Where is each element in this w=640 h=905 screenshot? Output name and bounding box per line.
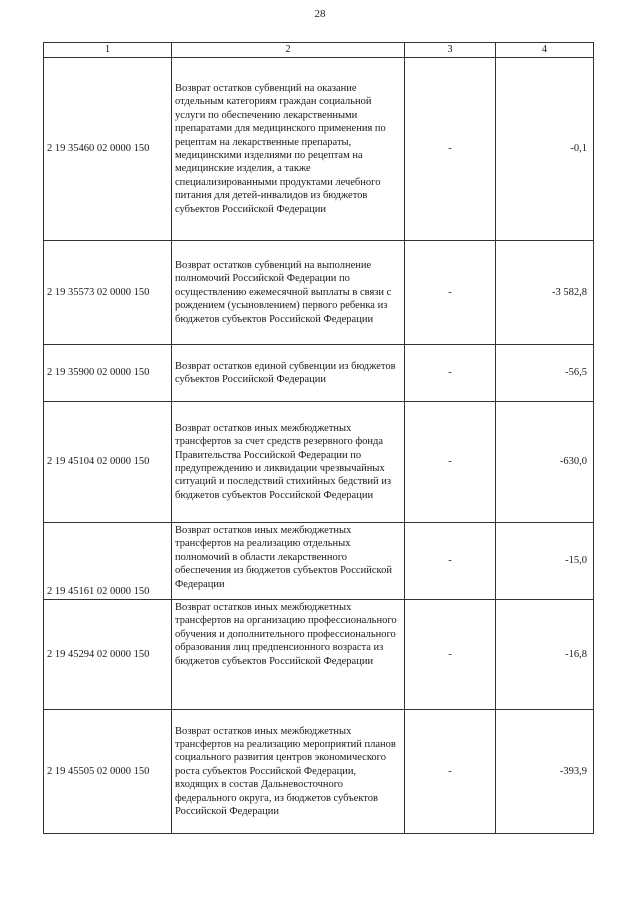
amount-value: -16,8: [496, 600, 594, 710]
budget-code: 2 19 45104 02 0000 150: [44, 402, 172, 523]
table-row: [44, 402, 594, 523]
column-3-value: -: [405, 523, 496, 600]
amount-value: -0,1: [496, 58, 594, 241]
column-header: 4: [496, 43, 594, 58]
budget-item-name: Возврат остатков единой субвенции из бюджетов субъектов Российской Федерации: [172, 345, 405, 402]
table-row: [44, 710, 594, 834]
budget-item-name: Возврат остатков иных межбюджетных трансфертов на реализацию отдельных полномочий в области лекарственного обеспечения из бюджетов субъектов Российской Федерации: [172, 523, 405, 600]
column-3-value: -: [405, 710, 496, 834]
amount-value: -15,0: [496, 523, 594, 600]
budget-item-name: Возврат остатков субвенций на выполнение полномочий Российской Федерации по осуществлению ежемесячной выплаты в связи с рождением (усыновлением) первого ребенка из бюджетов субъектов Российской Федерации: [172, 241, 405, 345]
column-3-value: -: [405, 241, 496, 345]
amount-value: -3 582,8: [496, 241, 594, 345]
column-header: 1: [44, 43, 172, 58]
column-3-value: -: [405, 345, 496, 402]
amount-value: -56,5: [496, 345, 594, 402]
budget-item-name: Возврат остатков иных межбюджетных трансфертов на организацию профессионального обучения и дополнительного профессионального образования лиц предпенсионного возраста из бюджетов субъектов Российской Федерации: [172, 600, 405, 710]
budget-item-name: Возврат остатков иных межбюджетных трансфертов на реализацию мероприятий планов социального развития центров экономического роста субъектов Российской Федерации, входящих в состав Дальневосточного федерального округа, из бюджетов субъектов Российской Федерации: [172, 710, 405, 834]
budget-code: 2 19 45294 02 0000 150: [44, 600, 172, 710]
budget-code: 2 19 35900 02 0000 150: [44, 345, 172, 402]
budget-code: 2 19 35573 02 0000 150: [44, 241, 172, 345]
column-3-value: -: [405, 600, 496, 710]
table-row: [44, 241, 594, 345]
column-header: 2: [172, 43, 405, 58]
budget-table: [43, 42, 594, 834]
table-row: [44, 58, 594, 241]
table-row: [44, 523, 594, 600]
budget-item-name: Возврат остатков субвенций на оказание отдельным категориям граждан социальной услуги по обеспечению лекарственными препаратами для медицинского применения по рецептам на лекарственные препараты, медицинскими изделиями по рецептам на медицинские изделия, а также специализированными продуктами лечебного питания для детей-инвалидов из бюджетов субъектов Российской Федерации: [172, 58, 405, 241]
table-row: [44, 600, 594, 710]
amount-value: -393,9: [496, 710, 594, 834]
column-3-value: -: [405, 402, 496, 523]
column-header: 3: [405, 43, 496, 58]
budget-code: 2 19 35460 02 0000 150: [44, 58, 172, 241]
table-header-row: [44, 43, 594, 58]
budget-code: 2 19 45161 02 0000 150: [44, 523, 172, 600]
amount-value: -630,0: [496, 402, 594, 523]
budget-item-name: Возврат остатков иных межбюджетных трансфертов за счет средств резервного фонда Правительства Российской Федерации по предупреждению и ликвидации чрезвычайных ситуаций и последствий стихийных бедствий из бюджетов субъектов Российской Федерации: [172, 402, 405, 523]
column-3-value: -: [405, 58, 496, 241]
table-row: [44, 345, 594, 402]
page-number: 28: [314, 8, 326, 20]
budget-code: 2 19 45505 02 0000 150: [44, 710, 172, 834]
